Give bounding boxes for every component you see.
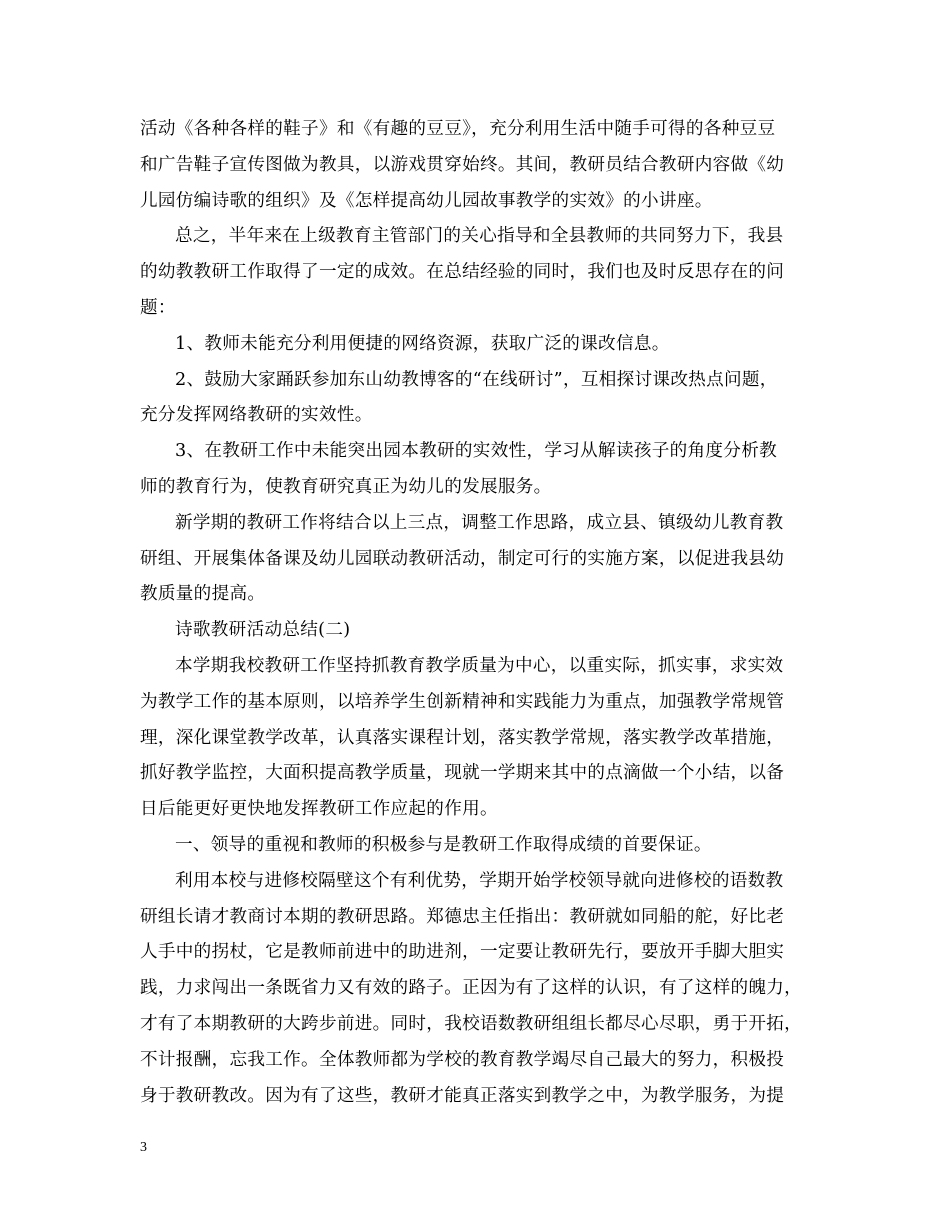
text-line: 抓好教学监控，大面积提高教学质量，现就一学期来其中的点滴做一个小结，以备 bbox=[140, 763, 785, 784]
paragraph bbox=[140, 506, 820, 613]
text-line: 总之，半年来在上级教育主管部门的关心指导和全县教师的共同努力下，我县 bbox=[175, 226, 784, 247]
text-line: 师的教育行为，使教育研究真正为幼儿的发展服务。 bbox=[140, 476, 552, 497]
document-body bbox=[140, 112, 820, 1114]
list-item bbox=[140, 434, 820, 506]
text-line: 才有了本期教研的大跨步前进。同时，我校语数教研组组长都尽心尽职，勇于开拓， bbox=[140, 1013, 803, 1034]
text-line: 人手中的拐杖，它是教师前进中的助进剂，一定要让教研先行，要放开手脚大胆实 bbox=[140, 942, 785, 963]
paragraph bbox=[140, 219, 820, 326]
list-item bbox=[140, 327, 820, 363]
text-line: 研组长请才教商讨本期的教研思路。郑德忠主任指出：教研就如同船的舵，好比老 bbox=[140, 906, 785, 927]
text-line: 新学期的教研工作将结合以上三点，调整工作思路，成立县、镇级幼儿教育教 bbox=[175, 512, 784, 533]
text-line: 一、领导的重视和教师的积极参与是教研工作取得成绩的首要保证。 bbox=[175, 834, 712, 855]
text-line: 身于教研教改。因为有了这些，教研才能真正落实到教学之中，为教学服务，为提 bbox=[140, 1085, 785, 1106]
text-line: 1、教师未能充分利用便捷的网络资源，获取广泛的课改信息。 bbox=[175, 333, 670, 354]
text-line: 的幼教教研工作取得了一定的成效。在总结经验的同时，我们也及时反思存在的问 bbox=[140, 262, 785, 283]
text-line: 理，深化课堂教学改革，认真落实课程计划，落实教学常规，落实教学改革措施， bbox=[140, 727, 785, 748]
text-line: 利用本校与进修校隔壁这个有利优势，学期开始学校领导就向进修校的语数教 bbox=[175, 870, 784, 891]
paragraph bbox=[140, 864, 820, 1115]
text-line: 和广告鞋子宣传图做为教具，以游戏贯穿始终。其间，教研员结合教研内容做《幼 bbox=[140, 154, 785, 175]
text-line: 3、在教研工作中未能突出园本教研的实效性，学习从解读孩子的角度分析教 bbox=[175, 441, 777, 462]
text-line: 研组、开展集体备课及幼儿园联动教研活动，制定可行的实施方案，以促进我县幼 bbox=[140, 548, 785, 569]
section-title-text: 诗歌教研活动总结(二) bbox=[175, 620, 351, 641]
text-line: 儿园仿编诗歌的组织》及《怎样提高幼儿园故事教学的实效》的小讲座。 bbox=[140, 190, 713, 211]
text-line: 不计报酬，忘我工作。全体教师都为学校的教育教学竭尽自己最大的努力，积极投 bbox=[140, 1049, 785, 1070]
text-line: 日后能更好更快地发挥教研工作应起的作用。 bbox=[140, 799, 498, 820]
list-item bbox=[140, 363, 820, 435]
text-line: 2、鼓励大家踊跃参加东山幼教博客的“在线研讨”，互相探讨课改热点问题， bbox=[175, 369, 778, 390]
text-line: 为教学工作的基本原则，以培养学生创新精神和实践能力为重点，加强教学常规管 bbox=[140, 691, 785, 712]
text-line: 充分发挥网络教研的实效性。 bbox=[140, 405, 373, 426]
paragraph bbox=[140, 649, 820, 828]
text-line: 活动《各种各样的鞋子》和《有趣的豆豆》，充分利用生活中随手可得的各种豆豆 bbox=[140, 119, 776, 139]
section-title bbox=[140, 613, 820, 649]
subheading bbox=[140, 828, 820, 864]
text-line: 题： bbox=[140, 297, 176, 318]
text-line: 践，力求闯出一条既省力又有效的路子。正因为有了这样的认识，有了这样的魄力， bbox=[140, 978, 803, 999]
text-line: 本学期我校教研工作坚持抓教育教学质量为中心，以重实际，抓实事，求实效 bbox=[175, 655, 784, 676]
paragraph bbox=[140, 112, 820, 219]
page-number: 3 bbox=[140, 1140, 147, 1155]
text-line: 教质量的提高。 bbox=[140, 584, 266, 605]
